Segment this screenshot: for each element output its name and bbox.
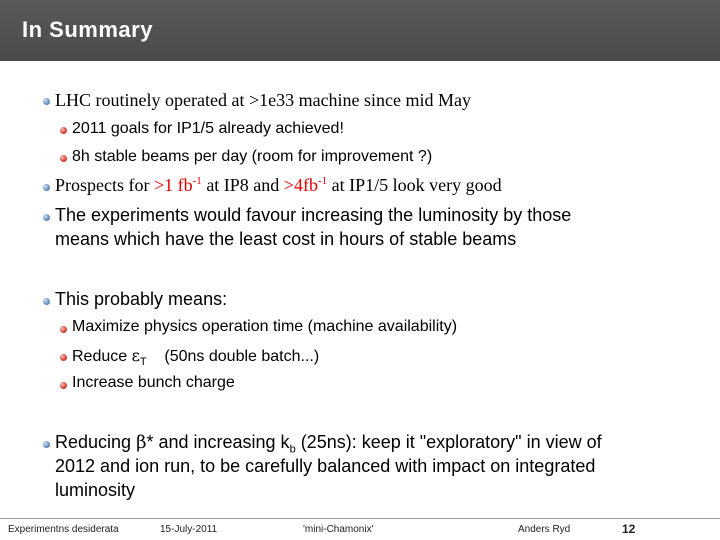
kb-subscript: b <box>289 443 296 456</box>
page-number: 12 <box>622 522 636 536</box>
sub-bullet-bunch-charge: Increase bunch charge <box>72 374 235 391</box>
bullet-reducing-beta-line1 <box>55 432 602 456</box>
footer-event: 'mini-Chamonix' <box>303 524 374 535</box>
emittance-symbol: ε <box>131 346 140 365</box>
sub-bullet-reduce-emittance <box>72 346 319 368</box>
prospects-ip15-sup: -1 <box>317 175 328 187</box>
sub-bullet-icon <box>60 326 67 333</box>
bullet-icon <box>43 298 50 305</box>
bullet-lhc-operation: LHC routinely operated at >1e33 machine since mid May <box>55 90 472 110</box>
bullet-icon <box>43 184 50 191</box>
sub-bullet-icon <box>60 382 67 389</box>
bullet-reducing-beta-line3: luminosity <box>55 480 136 500</box>
prospects-pre: Prospects for <box>55 175 154 195</box>
beta-symbol: β <box>136 432 147 453</box>
bullet-experiments-line1: The experiments would favour increasing the luminosity by those <box>55 205 572 225</box>
reduce-pre: Reduce <box>72 348 132 365</box>
sub-bullet-icon <box>60 155 67 162</box>
sub-bullet-icon <box>60 127 67 134</box>
title-bar <box>0 0 720 61</box>
reducing-pre: Reducing <box>55 432 137 452</box>
footer-title: Experimentns desiderata <box>8 524 119 535</box>
footer-author: Anders Ryd <box>518 524 571 535</box>
bullet-icon <box>43 98 50 105</box>
prospects-ip8-value: >1 fb <box>153 175 193 195</box>
prospects-post: at IP1/5 look very good <box>327 175 502 195</box>
reduce-post: (50ns double batch...) <box>146 348 320 365</box>
sub-bullet-icon <box>60 354 67 361</box>
sub-bullet-2011-goals: 2011 goals for IP1/5 already achieved! <box>72 120 344 137</box>
reducing-post: (25ns): keep it "exploratory" in view of <box>295 432 602 452</box>
bullet-reducing-beta-line2: 2012 and ion run, to be carefully balanced with impact on integrated <box>55 456 596 476</box>
slide-title: In Summary <box>22 17 153 42</box>
bullet-prospects <box>55 175 502 196</box>
bullet-icon <box>43 441 50 448</box>
reducing-mid: * and increasing k <box>146 432 290 452</box>
bullet-icon <box>43 214 50 221</box>
footer-divider <box>0 518 720 519</box>
prospects-ip15-value: >4fb <box>283 175 318 195</box>
emittance-subscript: T <box>139 356 147 369</box>
sub-bullet-stable-beams: 8h stable beams per day (room for improvement ?) <box>72 148 433 165</box>
footer-date: 15-July-2011 <box>160 524 218 535</box>
bullet-probably-means: This probably means: <box>55 289 228 309</box>
sub-bullet-maximize: Maximize physics operation time (machine availability) <box>72 318 458 335</box>
prospects-ip8-sup: -1 <box>192 175 202 187</box>
prospects-mid: at IP8 and <box>201 175 284 195</box>
bullet-experiments-line2: means which have the least cost in hours of stable beams <box>55 229 517 249</box>
